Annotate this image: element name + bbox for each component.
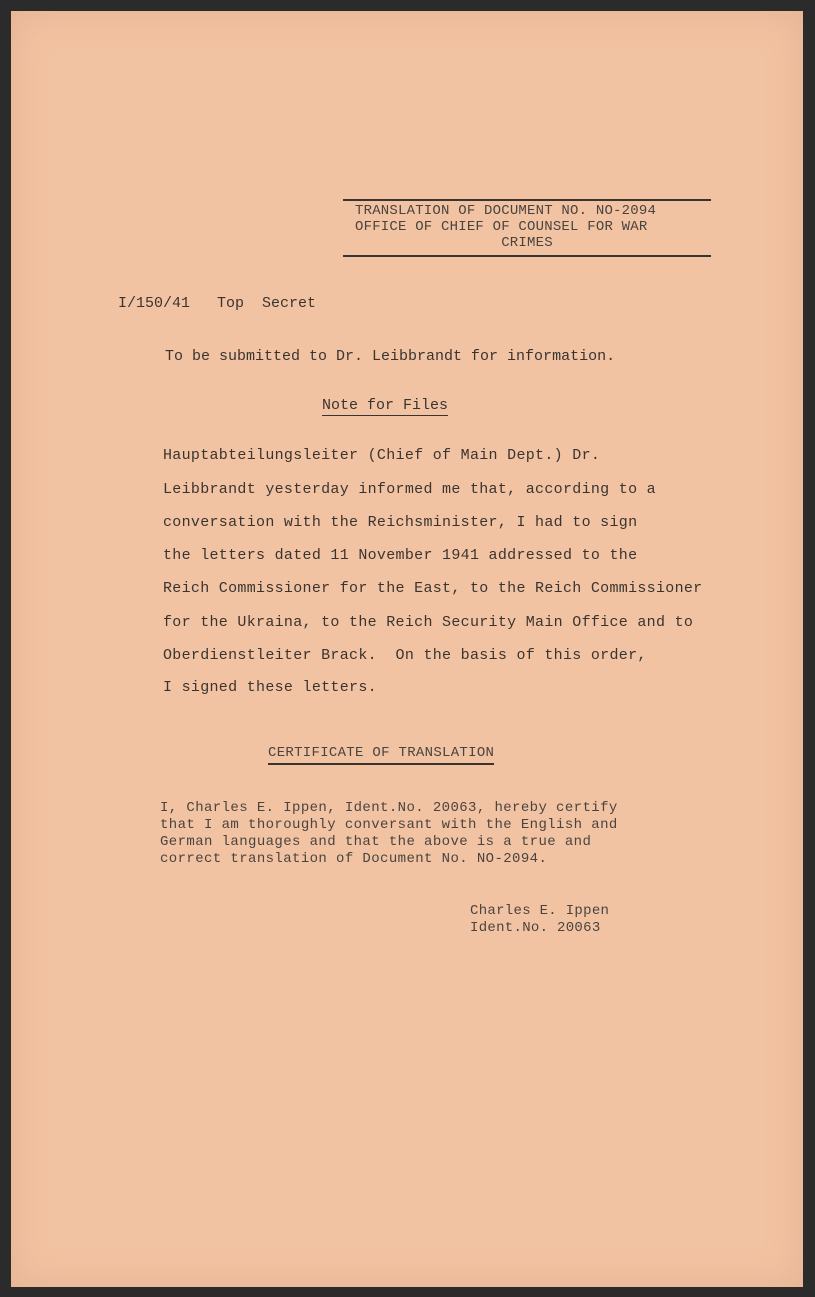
certificate-title: CERTIFICATE OF TRANSLATION (268, 745, 494, 765)
body-line: Leibbrandt yesterday informed me that, according to a (163, 481, 656, 498)
document-header (343, 199, 711, 257)
certificate-line: German languages and that the above is a true and (160, 834, 592, 850)
body-line: conversation with the Reichsminister, I had to sign (163, 514, 638, 531)
signature-ident: Ident.No. 20063 (470, 920, 601, 936)
body-line: I signed these letters. (163, 679, 377, 696)
header-line-3: CRIMES (501, 235, 553, 251)
certificate-line: correct translation of Document No. NO-2094. (160, 851, 548, 867)
signature-name: Charles E. Ippen (470, 903, 610, 919)
header-line-1: TRANSLATION OF DOCUMENT NO. NO-2094 (355, 203, 657, 219)
certificate-line: that I am thoroughly conversant with the English and (160, 817, 618, 833)
body-line: for the Ukraina, to the Reich Security Main Office and to (163, 614, 694, 631)
body-line: Reich Commissioner for the East, to the Reich Commissioner (163, 580, 703, 597)
body-line: Oberdienstleiter Brack. On the basis of this order, (163, 647, 647, 664)
body-line: the letters dated 11 November 1941 addressed to the (163, 547, 638, 564)
submission-line: To be submitted to Dr. Leibbrandt for information. (165, 348, 616, 365)
note-title: Note for Files (322, 397, 449, 414)
body-line: Hauptabteilungsleiter (Chief of Main Dept.) Dr. (163, 447, 601, 464)
header-line-2: OFFICE OF CHIEF OF COUNSEL FOR WAR (355, 219, 648, 235)
certificate-line: I, Charles E. Ippen, Ident.No. 20063, hereby certify (160, 800, 618, 816)
reference-number: I/150/41 Top Secret (118, 295, 317, 312)
